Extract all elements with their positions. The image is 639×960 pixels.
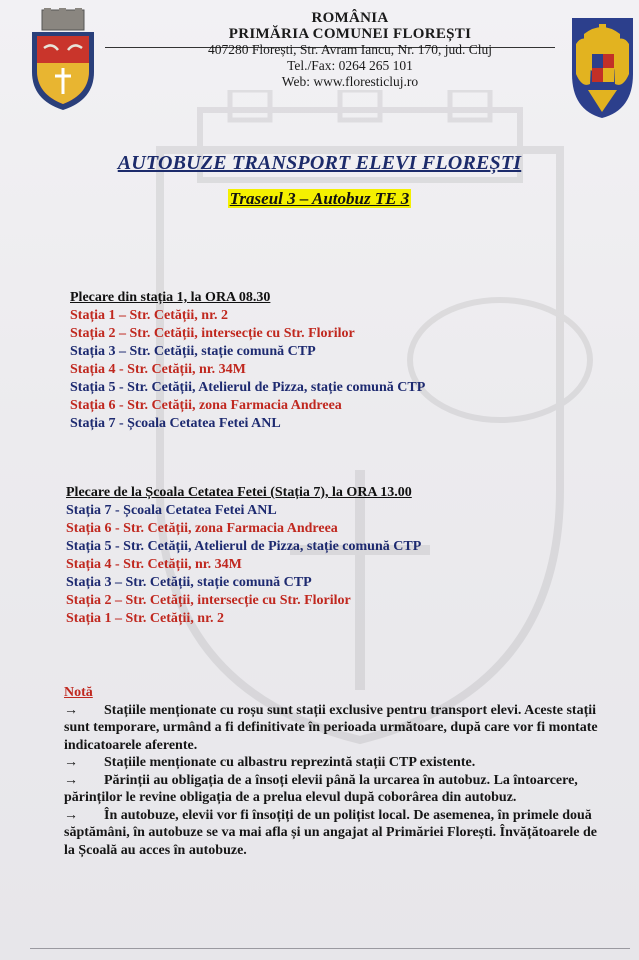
stop-item: Stația 5 - Str. Cetății, Atelierul de Pizza, stație comună CTP — [70, 380, 426, 395]
route-subtitle-text: Traseul 3 – Autobuz TE 3 — [229, 189, 410, 208]
note-item-text: Stațiile menționate cu roșu sunt stații exclusive pentru transport elevi. Aceste stații sunt temporare, urmând a fi definitivate în perioada următoare, după care vor fi montate indicatoarele aferente. — [64, 702, 598, 753]
note-item-text: În autobuze, elevii vor fi însoțiți de un polițist local. De asemenea, în primele două săptămâni, în autobuze se va mai afla și un angajat al Primăriei Florești. Învățătoarele de la Școală au acces în autobuze. — [64, 807, 598, 858]
arrow-icon: → — [64, 755, 78, 770]
stop-item: Stația 3 – Str. Cetății, stație comună CTP — [66, 575, 312, 590]
country-name: ROMÂNIA — [311, 10, 389, 26]
arrow-icon: → — [64, 772, 78, 788]
institution-name: PRIMĂRIA COMUNEI FLOREȘTI — [228, 26, 472, 42]
stop-item: Stația 6 - Str. Cetății, zona Farmacia Andreea — [70, 398, 342, 413]
stop-item: Stația 7 - Școala Cetatea Fetei ANL — [70, 416, 281, 431]
romania-coat-of-arms-icon — [566, 14, 639, 120]
stop-item: Stația 2 – Str. Cetății, intersecție cu Str. Florilor — [66, 593, 351, 608]
document-title-text: AUTOBUZE TRANSPORT ELEVI FLOREȘTI — [117, 152, 522, 174]
note-item — [64, 702, 604, 755]
letterhead — [150, 10, 550, 90]
note-item — [64, 807, 604, 860]
stop-item: Stația 3 – Str. Cetății, stație comună CTP — [70, 344, 316, 359]
arrow-icon: → — [64, 807, 78, 823]
stop-item: Stația 1 – Str. Cetății, nr. 2 — [66, 611, 225, 626]
route-outbound — [70, 289, 590, 433]
stop-item: Stația 4 - Str. Cetății, nr. 34M — [66, 557, 242, 572]
stop-item: Stația 6 - Str. Cetății, zona Farmacia Andreea — [66, 521, 338, 536]
note-item — [64, 772, 604, 807]
note-section — [64, 684, 604, 859]
stop-item: Stația 5 - Str. Cetății, Atelierul de Pizza, stație comună CTP — [66, 539, 422, 554]
stop-item: Stația 2 – Str. Cetății, intersecție cu Str. Florilor — [70, 326, 355, 341]
route-return — [66, 484, 596, 628]
website: Web: www.floresticluj.ro — [281, 74, 419, 89]
note-item — [64, 754, 604, 772]
route-subtitle — [0, 189, 639, 209]
note-item-text: Stațiile menționate cu albastru reprezintă stații CTP existente. — [104, 755, 476, 770]
document-title — [0, 152, 639, 175]
postal-address: 407280 Florești, Str. Avram Iancu, Nr. 170, jud. Cluj — [208, 42, 492, 57]
stop-item: Stația 1 – Str. Cetății, nr. 2 — [70, 308, 229, 323]
footer-rule — [30, 948, 630, 949]
stop-item: Stația 7 - Școala Cetatea Fetei ANL — [66, 503, 277, 518]
phone-fax: Tel./Fax: 0264 265 101 — [287, 58, 413, 73]
florești-coat-of-arms-icon — [28, 8, 98, 112]
note-item-text: Părinții au obligația de a însoți elevii până la urcarea în autobuz. La întoarcere, părinților le revine obligația de a prelua elevul după coborârea din autobuz. — [64, 772, 578, 805]
arrow-icon: → — [64, 702, 78, 718]
stop-item: Stația 4 - Str. Cetății, nr. 34M — [70, 362, 246, 377]
route-outbound-heading: Plecare din stația 1, la ORA 08.30 — [70, 290, 271, 305]
route-return-heading: Plecare de la Școala Cetatea Fetei (Stația 7), la ORA 13.00 — [66, 485, 412, 500]
note-heading: Notă — [64, 685, 93, 700]
